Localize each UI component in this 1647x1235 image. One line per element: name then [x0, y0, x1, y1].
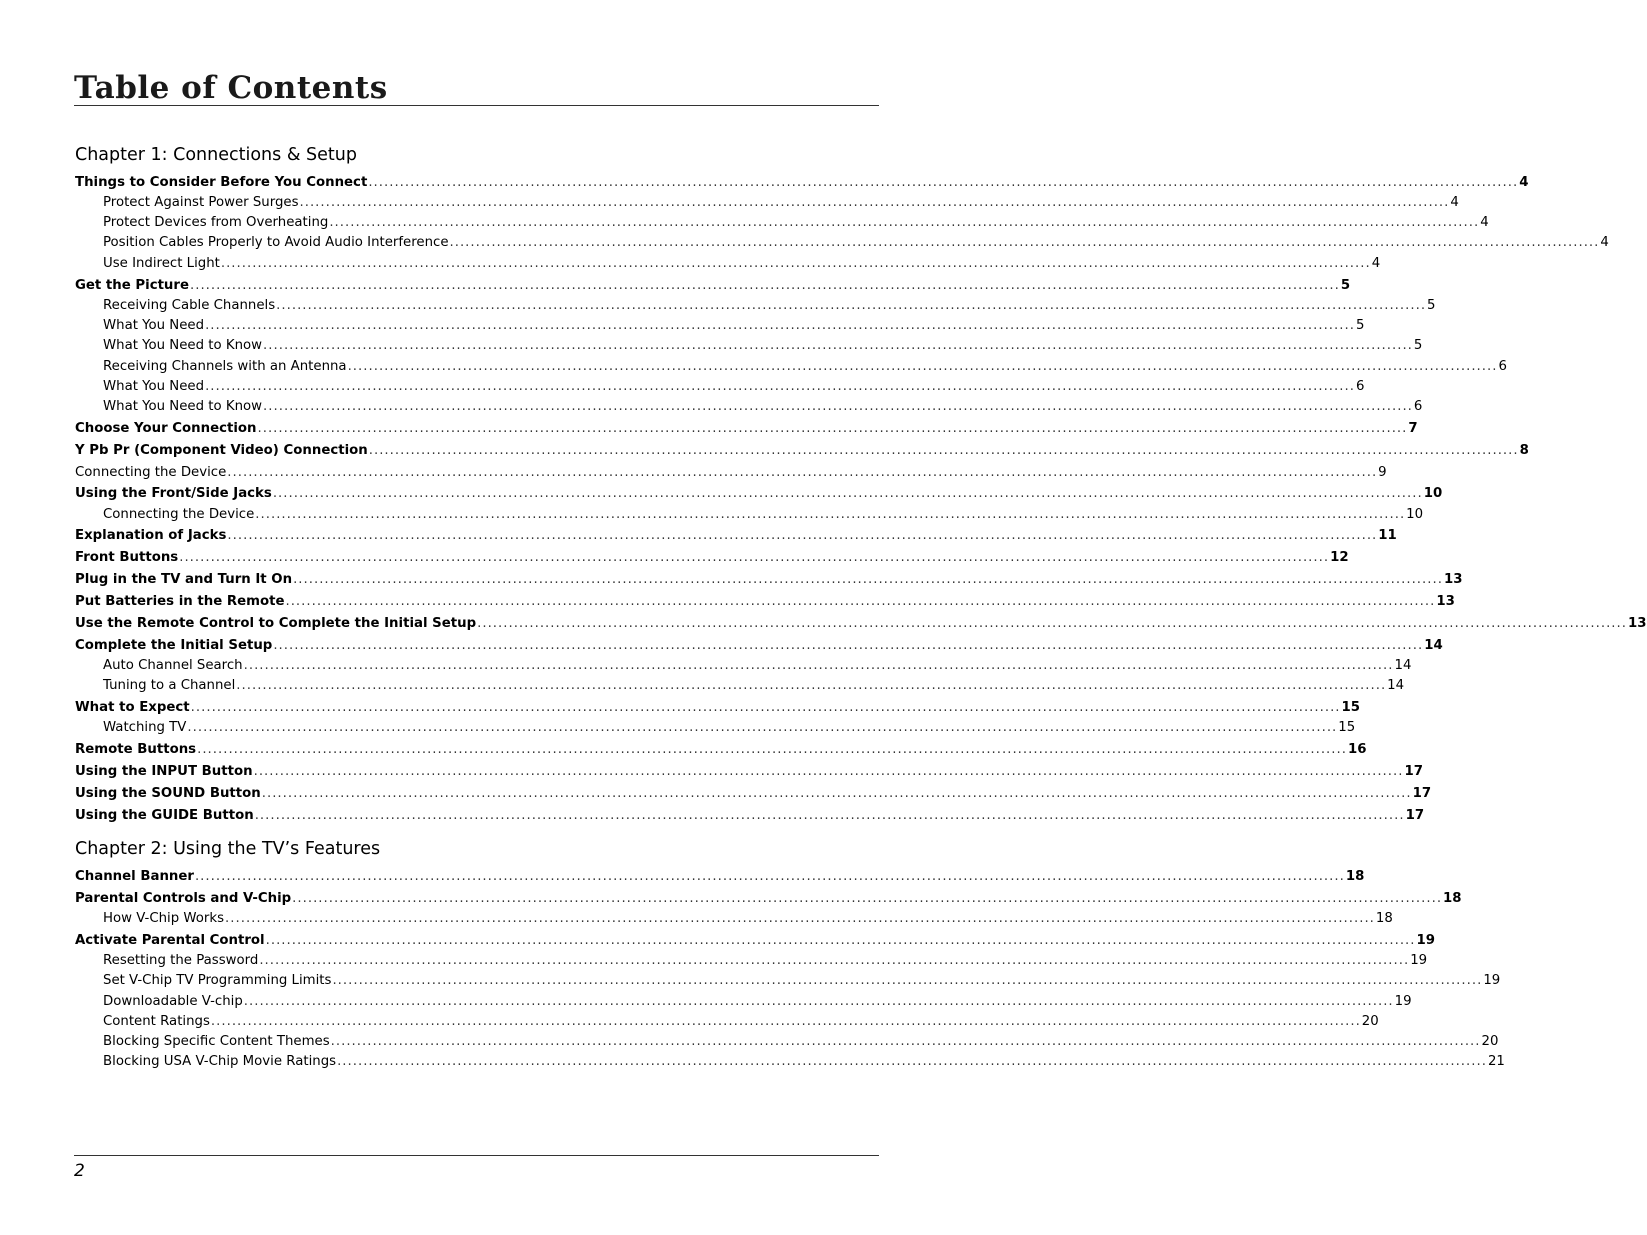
toc-entry: [75, 276, 1351, 296]
toc-entry: [103, 718, 1356, 738]
toc-entry-page: 4: [1450, 195, 1459, 210]
toc-entry-page: 4: [1519, 175, 1529, 190]
toc-entry: [103, 1012, 1379, 1032]
toc-entry-page: 4: [1371, 256, 1381, 271]
dot-leader: ............................................................................................................................................................................................................................: [332, 973, 1483, 988]
toc-entry-page: 16: [1347, 742, 1367, 757]
toc-entry: [75, 784, 1432, 804]
chapter-1-heading: Chapter 1: Connections & Setup: [75, 145, 357, 165]
toc-entry-label: Resetting the Password: [103, 953, 259, 968]
toc-entry-page: 4: [1480, 215, 1489, 230]
toc-entry-label: What You Need to Know: [103, 399, 263, 414]
dot-leader: ............................................................................................................................................................................................................................: [210, 1014, 1361, 1029]
toc-entry-page: 19: [1410, 953, 1428, 968]
dot-leader: ............................................................................................................................................................................................................................: [347, 359, 1498, 374]
toc-entry-page: 13: [1443, 572, 1463, 587]
toc-entry-page: 10: [1406, 507, 1424, 522]
dot-leader: ............................................................................................................................................................................................................................: [179, 550, 1330, 565]
toc-entry: [75, 698, 1361, 718]
toc-entry-label: Tuning to a Channel: [103, 678, 236, 693]
toc-entry-page: 5: [1355, 318, 1365, 333]
toc-entry-page: 15: [1338, 720, 1356, 735]
toc-entry: [75, 570, 1463, 590]
toc-entry: [75, 636, 1443, 656]
toc-entry: [75, 419, 1418, 439]
dot-leader: ............................................................................................................................................................................................................................: [254, 808, 1405, 823]
dot-leader: ............................................................................................................................................................................................................................: [187, 720, 1338, 735]
dot-leader: ............................................................................................................................................................................................................................: [205, 379, 1355, 394]
toc-entry-page: 14: [1387, 678, 1405, 693]
toc-entry: [103, 1032, 1499, 1052]
dot-leader: ............................................................................................................................................................................................................................: [190, 700, 1341, 715]
toc-entry: [75, 484, 1443, 504]
toc-entry: [103, 971, 1501, 991]
toc-entry-page: 20: [1361, 1014, 1379, 1029]
toc-entry: [75, 592, 1455, 612]
toc-entry-page: 6: [1413, 399, 1423, 414]
toc-entry: [103, 233, 1609, 253]
dot-leader: ............................................................................................................................................................................................................................: [189, 278, 1340, 293]
toc-entry-label: Using the SOUND Button: [75, 786, 261, 801]
toc-entry: [103, 397, 1423, 417]
dot-leader: ............................................................................................................................................................................................................................: [265, 933, 1416, 948]
dot-leader: ............................................................................................................................................................................................................................: [225, 911, 1375, 926]
dot-leader: ............................................................................................................................................................................................................................: [227, 528, 1378, 543]
chapter-2-heading: Chapter 2: Using the TV’s Features: [75, 839, 381, 859]
title-divider: [74, 105, 879, 106]
toc-entry-label: Position Cables Properly to Avoid Audio Interference: [103, 235, 449, 250]
toc-entry: [103, 909, 1393, 929]
dot-leader: ............................................................................................................................................................................................................................: [259, 953, 1410, 968]
toc-entry-label: How V-Chip Works: [103, 911, 225, 926]
dot-leader: ............................................................................................................................................................................................................................: [194, 869, 1345, 884]
dot-leader: ............................................................................................................................................................................................................................: [299, 195, 1450, 210]
toc-entry: [75, 526, 1397, 546]
toc-entry-label: Connecting the Device: [75, 465, 227, 480]
toc-entry-label: Remote Buttons: [75, 742, 197, 757]
toc-entry: [103, 1052, 1505, 1072]
toc-entry-label: Explanation of Jacks: [75, 528, 227, 543]
toc-entry-label: Complete the Initial Setup: [75, 638, 273, 653]
toc-entry-label: What You Need: [103, 318, 205, 333]
toc-entry-page: 18: [1375, 911, 1393, 926]
dot-leader: ............................................................................................................................................................................................................................: [227, 465, 1378, 480]
toc-entry: [75, 173, 1529, 193]
toc-entry-page: 5: [1340, 278, 1351, 293]
toc-entry-page: 12: [1330, 550, 1349, 565]
dot-leader: ............................................................................................................................................................................................................................: [368, 175, 1519, 190]
toc-entry: [103, 336, 1423, 356]
toc-entry-label: Auto Channel Search: [103, 658, 243, 673]
toc-entry: [75, 548, 1349, 568]
toc-entry: [75, 614, 1647, 634]
toc-entry-label: Protect Against Power Surges: [103, 195, 299, 210]
toc-entry-page: 7: [1408, 421, 1418, 436]
toc-entry: [103, 357, 1507, 377]
toc-entry-page: 19: [1483, 973, 1501, 988]
toc-entry-label: Get the Picture: [75, 278, 189, 293]
toc-entry-label: Blocking USA V-Chip Movie Ratings: [103, 1054, 337, 1069]
toc-entry-page: 9: [1378, 465, 1387, 480]
toc-entry-page: 18: [1443, 891, 1462, 906]
toc-entry-label: Channel Banner: [75, 869, 194, 884]
dot-leader: ............................................................................................................................................................................................................................: [236, 678, 1387, 693]
dot-leader: ............................................................................................................................................................................................................................: [477, 616, 1627, 631]
toc-entry-page: 4: [1600, 235, 1609, 250]
page-title: Table of Contents: [74, 70, 388, 106]
toc-entry-page: 19: [1394, 994, 1412, 1009]
dot-leader: ............................................................................................................................................................................................................................: [263, 399, 1413, 414]
toc-entry-page: 17: [1412, 786, 1432, 801]
dot-leader: ............................................................................................................................................................................................................................: [330, 1034, 1481, 1049]
toc-entry: [75, 441, 1529, 461]
toc-entry: [75, 867, 1365, 887]
dot-leader: ............................................................................................................................................................................................................................: [293, 572, 1443, 587]
toc-entry-label: Use the Remote Control to Complete the Initial Setup: [75, 616, 477, 631]
toc-entry-label: What You Need: [103, 379, 205, 394]
footer-divider: [74, 1155, 879, 1156]
dot-leader: ............................................................................................................................................................................................................................: [276, 298, 1427, 313]
dot-leader: ............................................................................................................................................................................................................................: [272, 486, 1423, 501]
toc-entry: [103, 213, 1489, 233]
dot-leader: ............................................................................................................................................................................................................................: [253, 764, 1404, 779]
toc-entry-page: 5: [1413, 338, 1423, 353]
toc-entry: [75, 463, 1387, 483]
toc-entry-label: Choose Your Connection: [75, 421, 257, 436]
toc-entry-label: Downloadable V-chip: [103, 994, 243, 1009]
toc-entry-label: Activate Parental Control: [75, 933, 265, 948]
dot-leader: ............................................................................................................................................................................................................................: [292, 891, 1443, 906]
toc-entry-label: What to Expect: [75, 700, 190, 715]
toc-entry-label: Content Ratings: [103, 1014, 210, 1029]
toc-entry-page: 14: [1394, 658, 1412, 673]
toc-entry-label: Things to Consider Before You Connect: [75, 175, 368, 190]
toc-entry-label: Y Pb Pr (Component Video) Connection: [75, 443, 368, 458]
toc-entry: [103, 951, 1428, 971]
toc-entry: [75, 806, 1425, 826]
dot-leader: ............................................................................................................................................................................................................................: [285, 594, 1436, 609]
toc-entry-page: 5: [1427, 298, 1436, 313]
toc-entry: [103, 296, 1436, 316]
toc-entry-label: Plug in the TV and Turn It On: [75, 572, 293, 587]
dot-leader: ............................................................................................................................................................................................................................: [263, 338, 1413, 353]
dot-leader: ............................................................................................................................................................................................................................: [197, 742, 1347, 757]
dot-leader: ............................................................................................................................................................................................................................: [205, 318, 1355, 333]
toc-entry-label: Using the GUIDE Button: [75, 808, 254, 823]
toc-entry-label: Connecting the Device: [103, 507, 255, 522]
dot-leader: ............................................................................................................................................................................................................................: [261, 786, 1412, 801]
dot-leader: ............................................................................................................................................................................................................................: [329, 215, 1480, 230]
toc-entry-label: Using the INPUT Button: [75, 764, 253, 779]
dot-leader: ............................................................................................................................................................................................................................: [243, 658, 1394, 673]
toc-entry-label: Put Batteries in the Remote: [75, 594, 285, 609]
toc-entry-page: 18: [1345, 869, 1365, 884]
toc-entry-page: 20: [1481, 1034, 1499, 1049]
dot-leader: ............................................................................................................................................................................................................................: [220, 256, 1371, 271]
toc-entry-label: Blocking Specific Content Themes: [103, 1034, 330, 1049]
toc-entry-label: Using the Front/Side Jacks: [75, 486, 272, 501]
toc-entry: [75, 931, 1436, 951]
dot-leader: ............................................................................................................................................................................................................................: [273, 638, 1424, 653]
toc-entry-label: What You Need to Know: [103, 338, 263, 353]
toc-entry-label: Use Indirect Light: [103, 256, 220, 271]
toc-entry-page: 6: [1498, 359, 1507, 374]
toc-entry-page: 15: [1341, 700, 1361, 715]
dot-leader: ............................................................................................................................................................................................................................: [243, 994, 1394, 1009]
toc-entry: [103, 992, 1412, 1012]
dot-leader: ............................................................................................................................................................................................................................: [337, 1054, 1487, 1069]
toc-entry-label: Watching TV: [103, 720, 187, 735]
toc-entry: [103, 676, 1405, 696]
toc-entry-page: 6: [1355, 379, 1365, 394]
toc-entry-label: Receiving Channels with an Antenna: [103, 359, 347, 374]
toc-entry-page: 11: [1378, 528, 1397, 543]
toc-entry-page: 14: [1424, 638, 1443, 653]
page-number: 2: [74, 1161, 85, 1181]
dot-leader: ............................................................................................................................................................................................................................: [255, 507, 1406, 522]
toc-entry: [103, 505, 1424, 525]
toc-entry-page: 21: [1487, 1054, 1505, 1069]
toc-entry-page: 10: [1423, 486, 1443, 501]
dot-leader: ............................................................................................................................................................................................................................: [449, 235, 1600, 250]
toc-entry: [75, 889, 1462, 909]
dot-leader: ............................................................................................................................................................................................................................: [368, 443, 1519, 458]
toc-entry-label: Protect Devices from Overheating: [103, 215, 329, 230]
toc-entry-page: 17: [1405, 808, 1425, 823]
toc-entry-page: 17: [1404, 764, 1423, 779]
toc-entry-page: 8: [1519, 443, 1529, 458]
toc-entry-page: 13: [1436, 594, 1455, 609]
toc-entry-label: Parental Controls and V-Chip: [75, 891, 292, 906]
toc-entry: [103, 656, 1412, 676]
toc-entry: [103, 254, 1381, 274]
toc-entry-page: 19: [1416, 933, 1436, 948]
toc-entry: [103, 193, 1459, 213]
toc-entry-label: Set V-Chip TV Programming Limits: [103, 973, 332, 988]
toc-entry: [75, 762, 1423, 782]
toc-entry: [103, 316, 1365, 336]
dot-leader: ............................................................................................................................................................................................................................: [257, 421, 1408, 436]
toc-entry-label: Receiving Cable Channels: [103, 298, 276, 313]
toc-entry-page: 13: [1627, 616, 1647, 631]
toc-entry: [75, 740, 1367, 760]
toc-entry: [103, 377, 1365, 397]
toc-entry-label: Front Buttons: [75, 550, 179, 565]
